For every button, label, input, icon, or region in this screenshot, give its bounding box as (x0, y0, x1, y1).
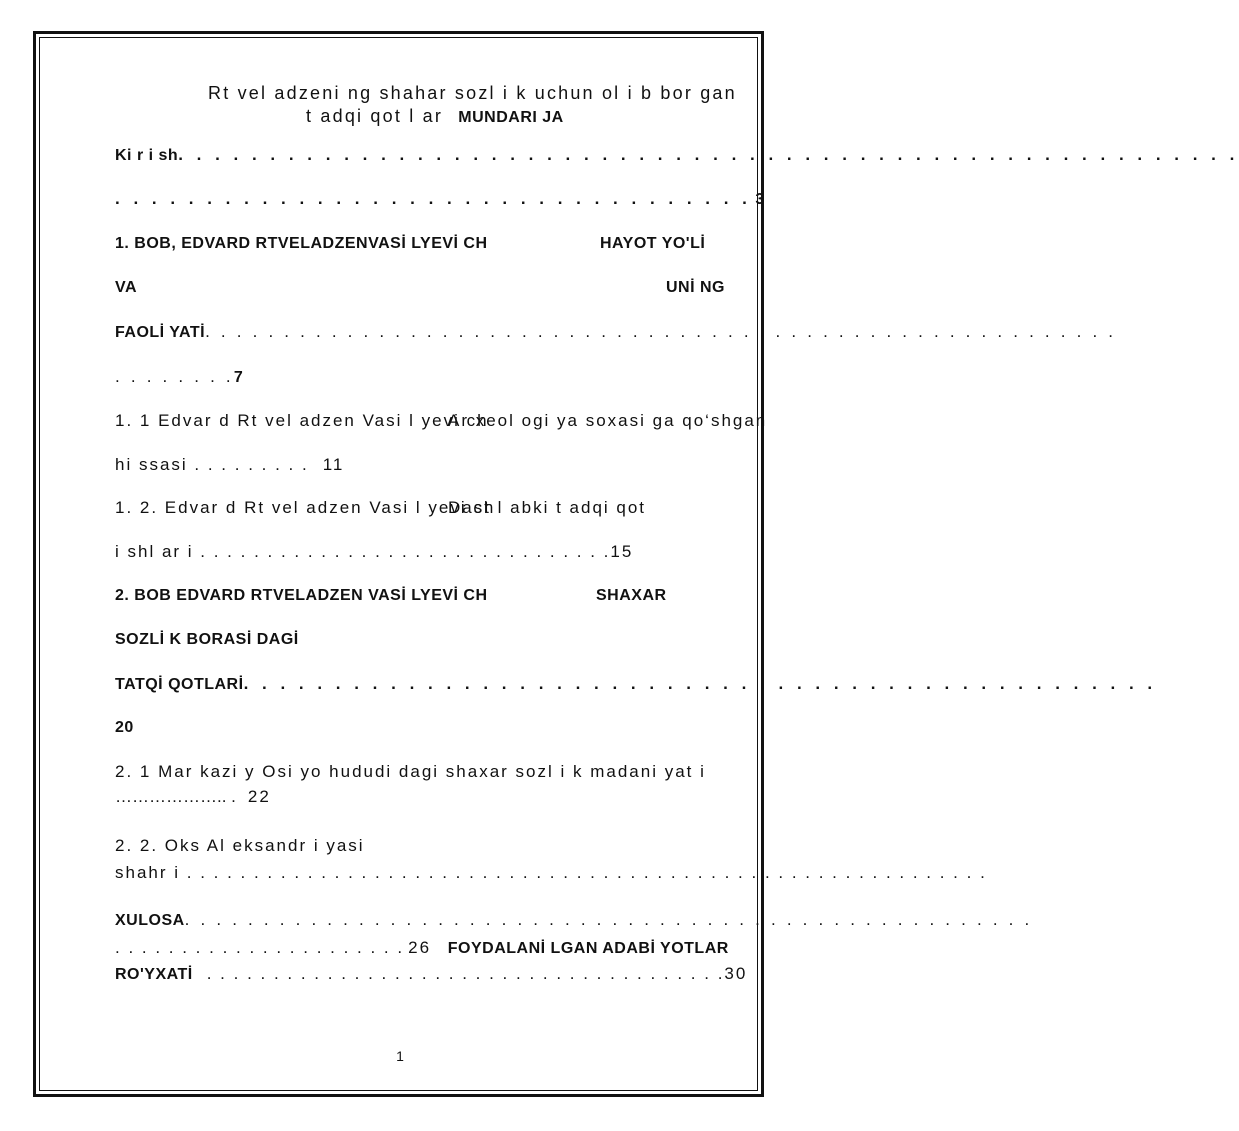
toc-xulosa-dots-cont: . . . . . . . . . . . . . . . . . . . . . . (115, 938, 405, 957)
toc-entry-adabiyotlar (115, 964, 747, 985)
toc-s1-1-line1b: Ar xeol ogi ya soxasi ga qo‘shgan (448, 411, 768, 430)
toc-xulosa-label: XULOSA (115, 912, 185, 929)
document-title-line2-text: t adqi qot l ar (306, 106, 444, 126)
toc-s1-1-page: 11 (322, 455, 345, 474)
toc-s2-2-line1: 2. 2. Oks Al eksandr i yasi (115, 836, 365, 855)
toc-s1-2-line1a: 1. 2. Edvar d Rt vel adzen Vasi l yevi ch (115, 498, 496, 517)
contents-heading: MUNDARI JA (458, 109, 564, 126)
toc-bob1-page: 7 (233, 369, 244, 386)
document-title-line1: Rt vel adzeni ng shahar sozl i k uchun ol i b bor gan (208, 83, 737, 103)
toc-bob1-dots-cont: . . . . . . . . (115, 367, 234, 386)
toc-entry-s1-2 (115, 542, 633, 562)
document-title-line2 (306, 106, 564, 128)
toc-s2-1-page: 22 (247, 787, 271, 806)
toc-bob1-line1b: HAYOT YO'Lİ (600, 235, 706, 252)
toc-xulosa-page: 26 (408, 938, 432, 957)
toc-kirish-dots: . . . . . . . . . . . . . . . . . . . . . . . . . . . . . . . . . . . . . . . . . . . . . . . . . . . . . . . . . . (178, 145, 1239, 164)
toc-s1-2-line1b: Dast l abki t adqi qot (448, 498, 647, 517)
toc-xulosa-dots: . . . . . . . . . . . . . . . . . . . . . . . . . . . . . . . . . . . . . . . . . . . . . . . . . . . . . . (184, 910, 1033, 929)
toc-s2-2-line2: shahr i . . . . . . . . . . . . . . . . . . . . . . . . . . . . . . . . . . . . . . . . . . . . . . . . . . . . . . . . . . . . (115, 863, 987, 882)
toc-kirish-page: 3 (755, 191, 765, 208)
toc-s1-2-page: 15 (610, 542, 634, 561)
toc-kirish-dots-cont: . . . . . . . . . . . . . . . . . . . . . . . . . . . . . . . . . . . (115, 189, 752, 208)
toc-entry-s1-1 (115, 455, 344, 475)
toc-bob2-line1b: SHAXAR (596, 587, 667, 604)
toc-bob2-line2: SOZLİ K BORASİ DAGİ (115, 631, 299, 648)
toc-adab-label: RO'YXATİ (115, 966, 193, 983)
toc-kirish-label: Ki r i sh (115, 147, 179, 164)
toc-xulosa-continued (115, 938, 729, 959)
toc-bob1-line1a: 1. BOB, EDVARD RTVELADZENVASİ LYEVİ CH (115, 235, 488, 252)
toc-bob1-line2b: UNİ NG (666, 279, 725, 296)
toc-entry-s2-1 (115, 787, 271, 807)
toc-s1-2-line2: i shl ar i . . . . . . . . . . . . . . . . . . . . . . . . . . . . . . . (115, 542, 611, 561)
toc-s2-1-line1: 2. 1 Mar kazi y Osi yo hududi dagi shaxar sozl i k madani yat i (115, 762, 706, 781)
toc-entry-xulosa (115, 910, 1032, 931)
toc-adab-dots: . . . . . . . . . . . . . . . . . . . . . . . . . . . . . . . . . . . . . . . (206, 964, 725, 983)
toc-adab-page: 30 (724, 964, 748, 983)
toc-bob1-continued (115, 367, 243, 388)
toc-kirish-continued (115, 189, 765, 210)
toc-adab-line1: FOYDALANİ LGAN ADABİ YOTLAR (447, 940, 729, 957)
toc-entry-kirish (115, 145, 1239, 166)
toc-bob2-label: TATQİ QOTLARİ (115, 676, 244, 693)
toc-bob1-dots: . . . . . . . . . . . . . . . . . . . . . . . . . . . . . . . . . . . . . . . . . . . . . . . . . . . . . . . . . . (205, 322, 1117, 341)
toc-entry-bob1 (115, 322, 1116, 343)
toc-entry-bob2 (115, 674, 1157, 695)
toc-s1-1-line2: hi ssasi . . . . . . . . . (115, 455, 309, 474)
toc-bob1-line2a: VA (115, 279, 138, 296)
page-number: 1 (396, 1048, 404, 1064)
toc-bob2-line1a: 2. BOB EDVARD RTVELADZEN VASİ LYEVİ CH (115, 587, 488, 604)
toc-bob1-label: FAOLİ YATİ (115, 324, 206, 341)
toc-s1-1-line1a: 1. 1 Edvar d Rt vel adzen Vasi l yevi ch (115, 411, 489, 430)
toc-s2-1-line2: ……………….. . (115, 787, 236, 806)
toc-bob2-dots: . . . . . . . . . . . . . . . . . . . . . . . . . . . . . . . . . . . . . . . . . . . . . . . . . . (243, 674, 1157, 693)
toc-bob2-page: 20 (115, 719, 134, 736)
